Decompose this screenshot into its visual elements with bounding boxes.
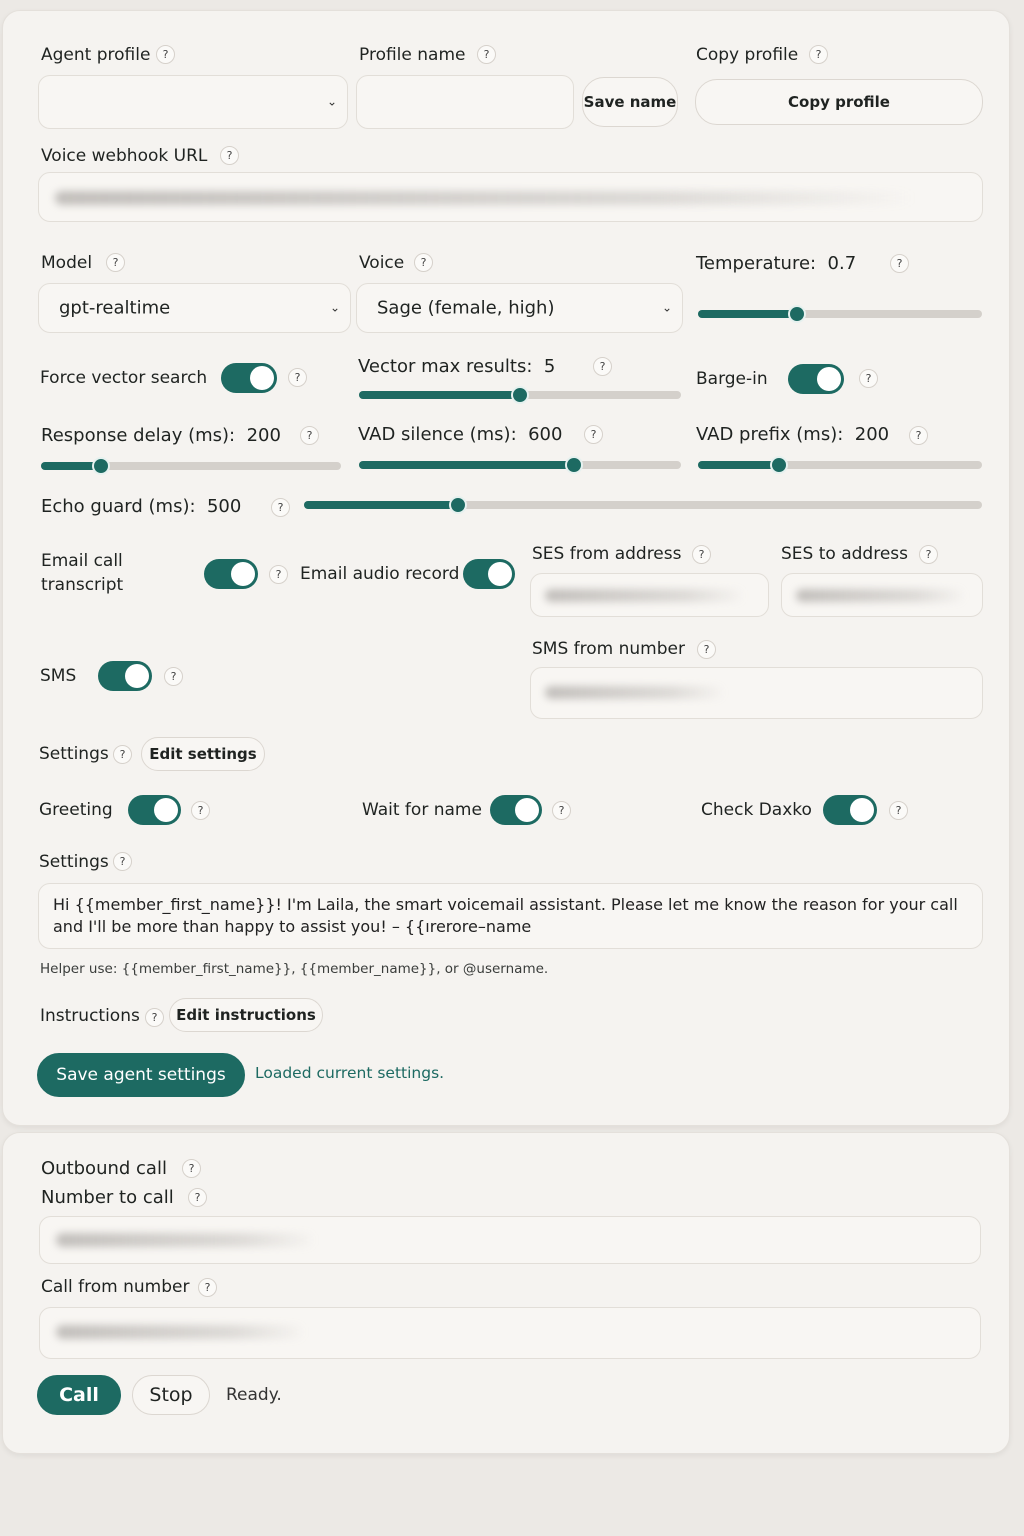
toggle-knob: [515, 798, 539, 822]
check-daxko-label: Check Daxko: [701, 800, 812, 820]
model-select[interactable]: [38, 283, 351, 333]
chevron-down-icon: ⌄: [326, 94, 337, 109]
help-icon[interactable]: ?: [182, 1159, 201, 1178]
vad-silence-value: 600: [528, 424, 563, 445]
sms-label: SMS: [40, 666, 77, 686]
voice-label: Voice: [359, 253, 405, 273]
help-icon[interactable]: ?: [890, 254, 909, 273]
voice-value: Sage (female, high): [377, 297, 555, 319]
temperature-slider[interactable]: [698, 310, 982, 318]
response-delay-value: 200: [246, 425, 281, 446]
agent-settings-card: [2, 10, 1010, 1126]
temperature-slider-fill: [698, 310, 797, 318]
copy-profile-label: Copy profile: [696, 45, 799, 65]
vad-silence-slider[interactable]: [359, 461, 681, 469]
ses-to-input[interactable]: [781, 573, 983, 617]
settings-label: Settings: [39, 744, 109, 764]
voice-webhook-input[interactable]: [38, 172, 983, 222]
temperature-label: [696, 253, 856, 274]
vector-max-results-value: 5: [543, 356, 556, 377]
voice-webhook-label: Voice webhook URL: [41, 146, 208, 166]
call-from-number-input[interactable]: [39, 1307, 981, 1359]
barge-in-toggle[interactable]: [788, 364, 844, 394]
stop-button[interactable]: Stop: [132, 1375, 210, 1415]
barge-in-label: Barge-in: [696, 369, 768, 389]
help-icon[interactable]: ?: [809, 45, 828, 64]
help-icon[interactable]: ?: [300, 426, 319, 445]
check-daxko-toggle[interactable]: [823, 795, 877, 825]
number-to-call-label: Number to call: [41, 1187, 174, 1208]
outbound-call-card: [2, 1132, 1010, 1454]
force-vector-search-toggle[interactable]: [221, 363, 277, 393]
toggle-knob: [231, 562, 255, 586]
toggle-knob: [817, 367, 841, 391]
response-delay-label-text: Response delay (ms):: [41, 425, 236, 446]
help-icon[interactable]: ?: [191, 801, 210, 820]
helper-text: Helper use: {{member_first_name}}, {{member_name}}, or @username.: [40, 961, 549, 977]
help-icon[interactable]: ?: [164, 667, 183, 686]
help-icon[interactable]: ?: [593, 357, 612, 376]
vad-silence-label-text: VAD silence (ms):: [358, 424, 517, 445]
vad-silence-slider-fill: [359, 461, 574, 469]
vad-silence-slider-thumb[interactable]: [565, 456, 583, 474]
help-icon[interactable]: ?: [113, 745, 132, 764]
wait-for-name-toggle[interactable]: [490, 795, 542, 825]
help-icon[interactable]: ?: [220, 146, 239, 165]
vad-prefix-slider-thumb[interactable]: [770, 456, 788, 474]
sms-from-label: SMS from number: [532, 639, 685, 659]
response-delay-slider-thumb[interactable]: [92, 457, 110, 475]
edit-settings-button[interactable]: Edit settings: [141, 737, 265, 771]
help-icon[interactable]: ?: [156, 45, 175, 64]
help-icon[interactable]: ?: [584, 425, 603, 444]
echo-guard-slider-thumb[interactable]: [449, 496, 467, 514]
greeting-settings-label: Settings: [39, 852, 109, 872]
vector-max-results-label: [358, 356, 555, 377]
vector-max-results-slider[interactable]: [359, 391, 681, 399]
echo-guard-label: [41, 496, 241, 517]
agent-profile-label: Agent profile: [41, 45, 151, 65]
help-icon[interactable]: ?: [477, 45, 496, 64]
agent-profile-select[interactable]: [38, 75, 348, 129]
echo-guard-label-text: Echo guard (ms):: [41, 496, 196, 517]
echo-guard-slider-fill: [304, 501, 458, 509]
help-icon[interactable]: ?: [269, 565, 288, 584]
toggle-knob: [250, 366, 274, 390]
toggle-knob: [488, 562, 512, 586]
vad-prefix-value: 200: [854, 424, 890, 445]
call-status: Ready.: [226, 1385, 282, 1405]
help-icon[interactable]: ?: [697, 640, 716, 659]
greeting-text[interactable]: Hi {{member_first_name}}! I'm Laila, the smart voicemail assistant. Please let me know the reason for your call and I'll be more than happy to assist you! – {{ırerore–name: [53, 895, 958, 936]
chevron-down-icon: ⌄: [661, 300, 672, 315]
profile-name-label: Profile name: [359, 45, 466, 65]
response-delay-label: [41, 425, 281, 446]
vad-prefix-slider[interactable]: [698, 461, 982, 469]
instructions-label: Instructions: [40, 1006, 140, 1026]
save-status: Loaded current settings.: [255, 1064, 445, 1082]
greeting-label: Greeting: [39, 800, 113, 820]
profile-name-input[interactable]: [356, 75, 574, 129]
vad-silence-label: [358, 424, 562, 445]
help-icon[interactable]: ?: [414, 253, 433, 272]
edit-instructions-button[interactable]: Edit instructions: [169, 998, 323, 1032]
vad-prefix-label-text: VAD prefix (ms):: [696, 424, 844, 445]
vad-prefix-slider-fill: [698, 461, 779, 469]
vector-max-results-slider-fill: [359, 391, 520, 399]
email-audio-record-label: Email audio record: [300, 564, 460, 584]
help-icon[interactable]: ?: [145, 1008, 164, 1027]
vad-prefix-label: [696, 424, 889, 445]
copy-profile-button[interactable]: Copy profile: [695, 79, 983, 125]
email-audio-record-toggle[interactable]: [463, 559, 515, 589]
help-icon[interactable]: ?: [889, 801, 908, 820]
temperature-label-text: Temperature:: [696, 253, 817, 274]
save-agent-settings-button[interactable]: Save agent settings: [37, 1053, 245, 1097]
echo-guard-slider[interactable]: [304, 501, 982, 509]
temperature-value: 0.7: [827, 253, 857, 274]
toggle-knob: [125, 664, 149, 688]
number-to-call-input[interactable]: [39, 1216, 981, 1264]
sms-from-input[interactable]: [530, 667, 983, 719]
model-label: Model: [41, 253, 93, 273]
help-icon[interactable]: ?: [188, 1188, 207, 1207]
help-icon[interactable]: ?: [113, 852, 132, 871]
response-delay-slider[interactable]: [41, 462, 341, 470]
help-icon[interactable]: ?: [909, 426, 928, 445]
email-call-transcript-label: Email call transcript: [41, 551, 124, 595]
vector-max-results-slider-thumb[interactable]: [511, 386, 529, 404]
model-value: gpt-realtime: [59, 297, 171, 319]
help-icon[interactable]: ?: [919, 545, 938, 564]
help-icon[interactable]: ?: [198, 1278, 217, 1297]
sms-toggle[interactable]: [98, 661, 152, 691]
temperature-slider-thumb[interactable]: [788, 305, 806, 323]
echo-guard-value: 500: [206, 496, 242, 517]
save-name-button[interactable]: Save name: [582, 77, 678, 127]
toggle-knob: [154, 798, 178, 822]
help-icon[interactable]: ?: [859, 369, 878, 388]
call-from-number-label: Call from number: [41, 1277, 190, 1297]
outbound-call-title: Outbound call: [41, 1158, 167, 1179]
call-button[interactable]: Call: [37, 1375, 121, 1415]
help-icon[interactable]: ?: [692, 545, 711, 564]
chevron-down-icon: ⌄: [329, 300, 340, 315]
voice-select[interactable]: [356, 283, 683, 333]
help-icon[interactable]: ?: [288, 368, 307, 387]
ses-from-label: SES from address: [532, 544, 682, 564]
wait-for-name-label: Wait for name: [362, 800, 482, 820]
force-vector-search-label: Force vector search: [40, 368, 208, 388]
email-call-transcript-toggle[interactable]: [204, 559, 258, 589]
greeting-textarea[interactable]: [38, 883, 983, 949]
greeting-toggle[interactable]: [128, 795, 181, 825]
toggle-knob: [850, 798, 874, 822]
help-icon[interactable]: ?: [106, 253, 125, 272]
ses-from-input[interactable]: [530, 573, 769, 617]
help-icon[interactable]: ?: [271, 498, 290, 517]
ses-to-label: SES to address: [781, 544, 908, 564]
vector-max-results-label-text: Vector max results:: [358, 356, 533, 377]
help-icon[interactable]: ?: [552, 801, 571, 820]
